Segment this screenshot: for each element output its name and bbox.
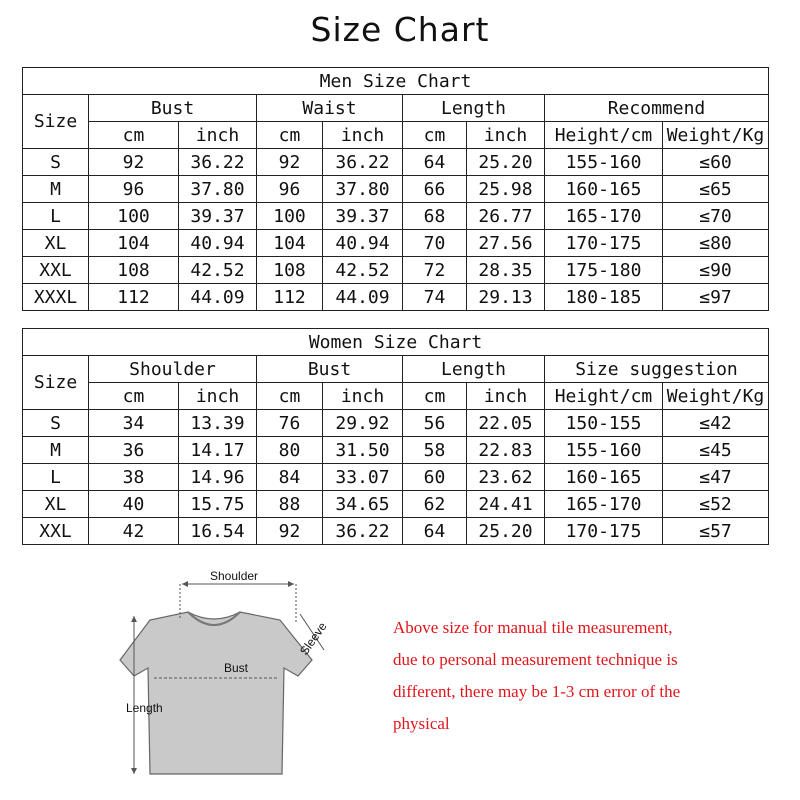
value-cell: 14.96 (179, 464, 257, 491)
value-cell: 25.20 (467, 149, 545, 176)
value-cell: 108 (257, 257, 323, 284)
value-cell: ≤65 (663, 176, 769, 203)
value-cell: ≤97 (663, 284, 769, 311)
unit-header: Weight/Kg (663, 122, 769, 149)
value-cell: 96 (257, 176, 323, 203)
value-cell: 100 (257, 203, 323, 230)
table-row (23, 464, 769, 491)
value-cell: 25.98 (467, 176, 545, 203)
measurement-note (393, 612, 733, 740)
unit-header: cm (89, 383, 179, 410)
unit-header: cm (89, 122, 179, 149)
value-cell: 175-180 (545, 257, 663, 284)
group-header: Bust (257, 356, 403, 383)
table-header-row (23, 95, 769, 122)
value-cell: 40.94 (179, 230, 257, 257)
value-cell: ≤42 (663, 410, 769, 437)
value-cell: 155-160 (545, 149, 663, 176)
value-cell: 44.09 (323, 284, 403, 311)
value-cell: 160-165 (545, 464, 663, 491)
note-line: due to personal measurement technique is (393, 650, 678, 669)
value-cell: 160-165 (545, 176, 663, 203)
value-cell: 112 (89, 284, 179, 311)
note-line: different, there may be 1-3 cm error of the (393, 682, 681, 701)
table-subheader-row (23, 383, 769, 410)
table-caption-row (23, 68, 769, 95)
unit-header: inch (179, 122, 257, 149)
value-cell: 14.17 (179, 437, 257, 464)
value-cell: 36.22 (179, 149, 257, 176)
value-cell: 155-160 (545, 437, 663, 464)
value-cell: 76 (257, 410, 323, 437)
note-line: Above size for manual tile measurement, (393, 618, 673, 637)
value-cell: 15.75 (179, 491, 257, 518)
unit-header: inch (467, 383, 545, 410)
shoulder-label: Shoulder (210, 569, 259, 583)
tshirt-outline (120, 612, 312, 774)
value-cell: 58 (403, 437, 467, 464)
table-header-row (23, 356, 769, 383)
group-header: Length (403, 95, 545, 122)
value-cell: 33.07 (323, 464, 403, 491)
value-cell: 150-155 (545, 410, 663, 437)
value-cell: 104 (89, 230, 179, 257)
group-header: Size suggestion (545, 356, 769, 383)
value-cell: 37.80 (179, 176, 257, 203)
value-cell: ≤90 (663, 257, 769, 284)
value-cell: 36.22 (323, 518, 403, 545)
unit-header: cm (403, 122, 467, 149)
value-cell: 44.09 (179, 284, 257, 311)
tshirt-measurement-diagram (110, 560, 370, 790)
value-cell: 74 (403, 284, 467, 311)
value-cell: 104 (257, 230, 323, 257)
value-cell: ≤80 (663, 230, 769, 257)
value-cell: 84 (257, 464, 323, 491)
unit-header: Height/cm (545, 383, 663, 410)
sleeve-label: Sleeve (296, 619, 330, 658)
value-cell: 39.37 (323, 203, 403, 230)
value-cell: ≤52 (663, 491, 769, 518)
size-cell: XL (23, 491, 89, 518)
value-cell: 92 (257, 518, 323, 545)
size-cell: M (23, 176, 89, 203)
value-cell: 31.50 (323, 437, 403, 464)
value-cell: 42.52 (323, 257, 403, 284)
table-row (23, 149, 769, 176)
men-table-caption: Men Size Chart (23, 68, 769, 95)
value-cell: 40 (89, 491, 179, 518)
value-cell: ≤57 (663, 518, 769, 545)
size-header: Size (23, 95, 89, 149)
value-cell: 92 (89, 149, 179, 176)
value-cell: 64 (403, 518, 467, 545)
size-cell: XL (23, 230, 89, 257)
value-cell: 112 (257, 284, 323, 311)
value-cell: 23.62 (467, 464, 545, 491)
size-cell: M (23, 437, 89, 464)
value-cell: 88 (257, 491, 323, 518)
value-cell: 36.22 (323, 149, 403, 176)
value-cell: 22.05 (467, 410, 545, 437)
group-header: Length (403, 356, 545, 383)
page-title: Size Chart (310, 10, 490, 49)
value-cell: 66 (403, 176, 467, 203)
table-row (23, 518, 769, 545)
table-row (23, 176, 769, 203)
bust-label: Bust (224, 661, 249, 675)
value-cell: 64 (403, 149, 467, 176)
unit-header: cm (403, 383, 467, 410)
value-cell: 27.56 (467, 230, 545, 257)
table-subheader-row (23, 122, 769, 149)
length-label: Length (126, 701, 163, 715)
size-cell: S (23, 149, 89, 176)
group-header: Waist (257, 95, 403, 122)
value-cell: ≤60 (663, 149, 769, 176)
value-cell: 100 (89, 203, 179, 230)
men-size-table (22, 67, 769, 311)
value-cell: ≤45 (663, 437, 769, 464)
group-header: Shoulder (89, 356, 257, 383)
size-cell: L (23, 203, 89, 230)
value-cell: 108 (89, 257, 179, 284)
value-cell: 13.39 (179, 410, 257, 437)
unit-header: Height/cm (545, 122, 663, 149)
unit-header: inch (467, 122, 545, 149)
size-cell: L (23, 464, 89, 491)
value-cell: 60 (403, 464, 467, 491)
women-table-caption: Women Size Chart (23, 329, 769, 356)
table-row (23, 437, 769, 464)
value-cell: 36 (89, 437, 179, 464)
value-cell: 29.92 (323, 410, 403, 437)
value-cell: 28.35 (467, 257, 545, 284)
value-cell: 34 (89, 410, 179, 437)
size-header: Size (23, 356, 89, 410)
value-cell: 56 (403, 410, 467, 437)
value-cell: 165-170 (545, 491, 663, 518)
value-cell: 29.13 (467, 284, 545, 311)
value-cell: 165-170 (545, 203, 663, 230)
table-row (23, 491, 769, 518)
value-cell: ≤70 (663, 203, 769, 230)
value-cell: 62 (403, 491, 467, 518)
value-cell: 80 (257, 437, 323, 464)
table-row (23, 230, 769, 257)
size-cell: XXXL (23, 284, 89, 311)
value-cell: 42 (89, 518, 179, 545)
table-row (23, 284, 769, 311)
unit-header: Weight/Kg (663, 383, 769, 410)
unit-header: cm (257, 122, 323, 149)
group-header: Bust (89, 95, 257, 122)
value-cell: 170-175 (545, 230, 663, 257)
value-cell: 38 (89, 464, 179, 491)
value-cell: 26.77 (467, 203, 545, 230)
unit-header: inch (323, 383, 403, 410)
value-cell: 92 (257, 149, 323, 176)
value-cell: 170-175 (545, 518, 663, 545)
size-cell: S (23, 410, 89, 437)
women-size-table (22, 328, 769, 545)
value-cell: ≤47 (663, 464, 769, 491)
unit-header: inch (323, 122, 403, 149)
value-cell: 70 (403, 230, 467, 257)
table-row (23, 203, 769, 230)
size-cell: XXL (23, 518, 89, 545)
note-line: physical (393, 714, 450, 733)
group-header: Recommend (545, 95, 769, 122)
value-cell: 34.65 (323, 491, 403, 518)
value-cell: 96 (89, 176, 179, 203)
value-cell: 25.20 (467, 518, 545, 545)
value-cell: 72 (403, 257, 467, 284)
value-cell: 22.83 (467, 437, 545, 464)
table-row (23, 410, 769, 437)
value-cell: 42.52 (179, 257, 257, 284)
size-cell: XXL (23, 257, 89, 284)
value-cell: 68 (403, 203, 467, 230)
value-cell: 180-185 (545, 284, 663, 311)
unit-header: cm (257, 383, 323, 410)
value-cell: 40.94 (323, 230, 403, 257)
table-row (23, 257, 769, 284)
value-cell: 39.37 (179, 203, 257, 230)
table-caption-row (23, 329, 769, 356)
value-cell: 16.54 (179, 518, 257, 545)
value-cell: 37.80 (323, 176, 403, 203)
value-cell: 24.41 (467, 491, 545, 518)
unit-header: inch (179, 383, 257, 410)
